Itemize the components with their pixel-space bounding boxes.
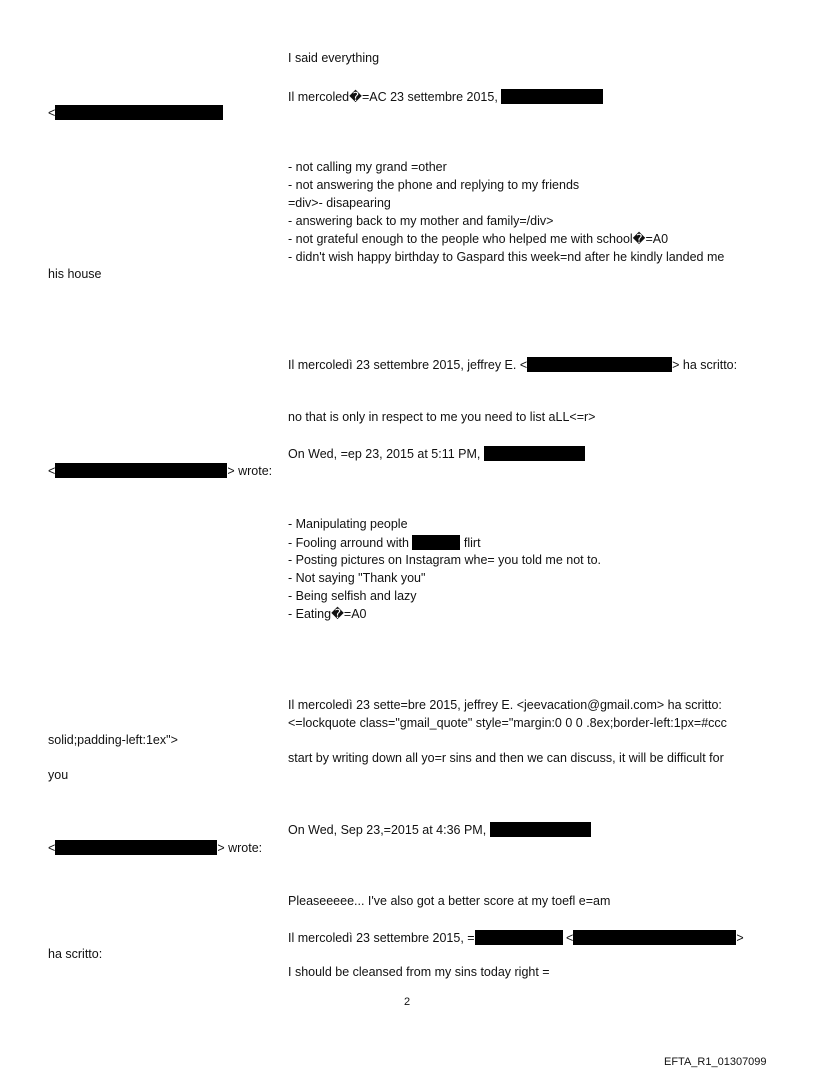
page-number: 2 (404, 996, 411, 1008)
line-text: Il mercoledì 23 settembre 2015, jeffrey E. < (288, 358, 528, 372)
text-line: Pleaseeeee... I've also got a better score at my toefl e=am (288, 894, 611, 908)
list-item: - not grateful enough to the people who helped me with school�=A0 (288, 232, 669, 246)
line-text: On Wed, =ep 23, 2015 at 5:11 PM, (288, 447, 481, 461)
text-line: no that is only in respect to me you need to list aLL<=r> (288, 410, 596, 424)
text-line: solid;padding-left:1ex"> (48, 733, 178, 747)
text-line: start by writing down all yo=r sins and then we can discuss, it will be difficult for (288, 751, 724, 765)
line-text: Il mercoled�=AC 23 settembre 2015, (288, 90, 498, 104)
redaction-box (484, 446, 585, 461)
list-item: - not calling my grand =other (288, 160, 447, 174)
line-text: > wrote: (217, 841, 263, 855)
redaction-box (501, 89, 603, 104)
line-text: > wrote: (227, 464, 273, 478)
line-text: < (48, 106, 56, 120)
text-line: his house (48, 267, 102, 281)
text-line: Il mercoledì 23 sette=bre 2015, jeffrey E. <jeevacation@gmail.com> ha scritto: (288, 698, 722, 712)
line-text: On Wed, Sep 23,=2015 at 4:36 PM, (288, 823, 487, 837)
text-line (288, 930, 744, 946)
line-text: > ha scritto: (672, 358, 738, 372)
redaction-box (55, 463, 227, 478)
text-line (288, 89, 603, 105)
list-item: - Posting pictures on Instagram whe= you told me not to. (288, 553, 602, 567)
document-id: EFTA_R1_01307099 (664, 1056, 767, 1068)
text-line: <=lockquote class="gmail_quote" style="margin:0 0 0 .8ex;border-left:1px=#ccc (288, 716, 727, 730)
line-text: flirt (463, 536, 481, 550)
list-item (288, 535, 481, 551)
text-line: you (48, 768, 69, 782)
line-text: < (48, 464, 56, 478)
line-text: > (736, 931, 744, 945)
line-text: < (566, 931, 574, 945)
text-line: ha scritto: (48, 947, 103, 961)
list-item: - answering back to my mother and family=/div> (288, 214, 554, 228)
redaction-box (55, 840, 217, 855)
text-line (288, 822, 591, 838)
redaction-box (412, 535, 460, 550)
text-line: I said everything (288, 51, 380, 65)
line-text: - Fooling arround with (288, 536, 409, 550)
list-item: =div>- disapearing (288, 196, 391, 210)
list-item: - Manipulating people (288, 517, 408, 531)
redaction-box (55, 105, 223, 120)
text-line (288, 357, 737, 373)
redaction-box (475, 930, 563, 945)
text-line (48, 463, 272, 479)
text-line: I should be cleansed from my sins today right = (288, 965, 550, 979)
line-text: < (48, 841, 56, 855)
line-text: Il mercoledì 23 settembre 2015, = (288, 931, 475, 945)
list-item: - not answering the phone and replying to my friends (288, 178, 580, 192)
list-item: - didn't wish happy birthday to Gaspard this week=nd after he kindly landed me (288, 250, 725, 264)
list-item: - Not saying "Thank you" (288, 571, 426, 585)
text-line (288, 446, 585, 462)
text-line (48, 840, 262, 856)
list-item: - Being selfish and lazy (288, 589, 417, 603)
redaction-box (527, 357, 672, 372)
redaction-box (490, 822, 591, 837)
redaction-box (573, 930, 736, 945)
list-item: - Eating�=A0 (288, 607, 367, 621)
text-line (48, 105, 223, 121)
